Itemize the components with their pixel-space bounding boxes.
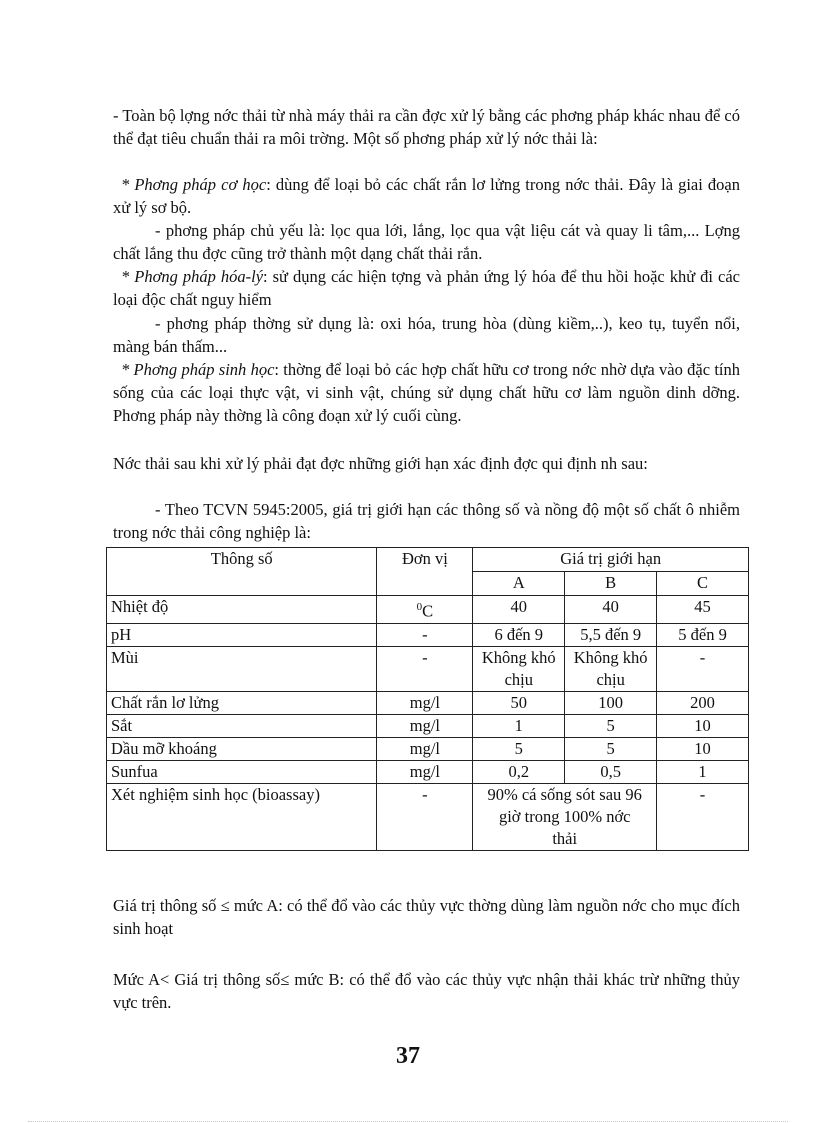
cell-b: 5 bbox=[565, 714, 657, 737]
cell-a: 50 bbox=[473, 691, 565, 714]
cell-param: Dầu mỡ khoáng bbox=[107, 737, 377, 760]
less-equal-symbol: ≤ bbox=[280, 970, 290, 989]
cell-c: 45 bbox=[657, 596, 749, 624]
bio-method-paragraph bbox=[113, 358, 740, 427]
header-b: B bbox=[565, 572, 657, 596]
cell-unit: $^0$C bbox=[377, 596, 473, 624]
table-row bbox=[107, 646, 749, 691]
bio-method-title: * Phơng pháp sinh học bbox=[121, 360, 275, 379]
table-row bbox=[107, 737, 749, 760]
cell-c: - bbox=[657, 783, 749, 850]
table-row bbox=[107, 783, 749, 850]
cell-b: 40 bbox=[565, 596, 657, 624]
cell-b: 5,5 đến 9 bbox=[565, 623, 657, 646]
cell-param: Sunfua bbox=[107, 760, 377, 783]
limits-intro-paragraph: Nớc thải sau khi xử lý phải đạt đợc những giới hạn xác định đợc qui định nh sau: bbox=[113, 454, 648, 473]
cell-c: - bbox=[657, 646, 749, 691]
physchem-method-title: * Phơng pháp hóa-lý bbox=[121, 267, 264, 286]
cell-a: 0,2 bbox=[473, 760, 565, 783]
cell-param: Xét nghiệm sinh học (bioassay) bbox=[107, 783, 377, 850]
cell-c: 5 đến 9 bbox=[657, 623, 749, 646]
table-row bbox=[107, 760, 749, 783]
bio-method-text: : thờng để loại bỏ các hợp chất hữu cơ trong nớc nhờ dựa vào đặc tính sống của các loại thực vật, vi sinh vật, chúng sử dụng chất hữu cơ làm nguồn dinh dỡng. Phơng pháp này thờng là công đoạn xử lý cuối cùng. bbox=[113, 360, 741, 425]
header-limit: Giá trị giới hạn bbox=[473, 548, 749, 572]
mechanical-method-paragraph bbox=[113, 173, 740, 219]
header-param: Thông số bbox=[107, 548, 377, 596]
header-c: C bbox=[657, 572, 749, 596]
mechanical-method-detail: - phơng pháp chủ yếu là: lọc qua lới, lắng, lọc qua vật liệu cát và quay li tâm,... Lợng chất lắng thu đợc cũng trở thành một dạng chất thải rắn. bbox=[113, 221, 740, 263]
cell-unit: - bbox=[377, 623, 473, 646]
table-row bbox=[107, 596, 749, 624]
level-b-paragraph: Mức A< Giá trị thông số≤ mức B: có thể đổ vào các thủy vực nhận thải khác trừ những thủy vực trên. bbox=[113, 970, 741, 1012]
cell-unit: mg/l bbox=[377, 691, 473, 714]
cell-a: 5 bbox=[473, 737, 565, 760]
table-header-row bbox=[107, 548, 749, 572]
limits-table bbox=[106, 547, 749, 851]
header-a: A bbox=[473, 572, 565, 596]
cell-unit: mg/l bbox=[377, 737, 473, 760]
mechanical-method-text: : dùng để loại bỏ các chất rắn lơ lửng trong nớc thải. Đây là giai đoạn xử lý sơ bộ. bbox=[113, 175, 741, 217]
level-a-paragraph: Giá trị thông số ≤ mức A: có thể đổ vào các thủy vực thờng dùng làm nguồn nớc cho mục đích sinh hoạt bbox=[113, 896, 740, 938]
table-row bbox=[107, 714, 749, 737]
cell-param: Mùi bbox=[107, 646, 377, 691]
cell-param: pH bbox=[107, 623, 377, 646]
cell-unit: - bbox=[377, 646, 473, 691]
less-equal-symbol: ≤ bbox=[220, 896, 230, 915]
cell-c: 10 bbox=[657, 714, 749, 737]
cell-b: 100 bbox=[565, 691, 657, 714]
header-unit: Đơn vị bbox=[377, 548, 473, 596]
cell-unit: mg/l bbox=[377, 760, 473, 783]
unit-degree: 0 bbox=[416, 601, 423, 613]
mechanical-method-title: * Phơng pháp cơ học bbox=[121, 175, 267, 194]
cell-b: 5 bbox=[565, 737, 657, 760]
cell-ab: 90% cá sống sót sau 96 giờ trong 100% nớc thải bbox=[473, 783, 657, 850]
page-bottom-rule bbox=[28, 1121, 788, 1122]
cell-unit: mg/l bbox=[377, 714, 473, 737]
cell-c: 10 bbox=[657, 737, 749, 760]
page-number: 37 bbox=[396, 1043, 420, 1069]
cell-unit: - bbox=[377, 783, 473, 850]
cell-param: Sắt bbox=[107, 714, 377, 737]
cell-c: 200 bbox=[657, 691, 749, 714]
physchem-method-text: : sử dụng các hiện tợng và phản ứng lý hóa để thu hồi hoặc khử đi các loại độc chất nguy hiểm bbox=[113, 267, 740, 309]
cell-b: 0,5 bbox=[565, 760, 657, 783]
table-row bbox=[107, 623, 749, 646]
cell-param: Chất rắn lơ lửng bbox=[107, 691, 377, 714]
tcvn-paragraph: - Theo TCVN 5945:2005, giá trị giới hạn các thông số và nồng độ một số chất ô nhiễm trong nớc thải công nghiệp là: bbox=[113, 500, 740, 542]
cell-a: 1 bbox=[473, 714, 565, 737]
cell-c: 1 bbox=[657, 760, 749, 783]
cell-a: 40 bbox=[473, 596, 565, 624]
physchem-method-paragraph bbox=[113, 265, 740, 311]
cell-b: Không khó chịu bbox=[565, 646, 657, 691]
table-row bbox=[107, 691, 749, 714]
physchem-method-detail: - phơng pháp thờng sử dụng là: oxi hóa, trung hòa (dùng kiềm,..), keo tụ, tuyển nổi, màng bán thấm... bbox=[113, 314, 740, 356]
cell-a: Không khó chịu bbox=[473, 646, 565, 691]
cell-param: Nhiệt độ bbox=[107, 596, 377, 624]
cell-a: 6 đến 9 bbox=[473, 623, 565, 646]
intro-paragraph: - Toàn bộ lợng nớc thải từ nhà máy thải ra cần đợc xử lý bằng các phơng pháp khác nhau để có thể đạt tiêu chuẩn thải ra môi trờng. Một số phơng pháp xử lý nớc thải là: bbox=[113, 106, 740, 148]
